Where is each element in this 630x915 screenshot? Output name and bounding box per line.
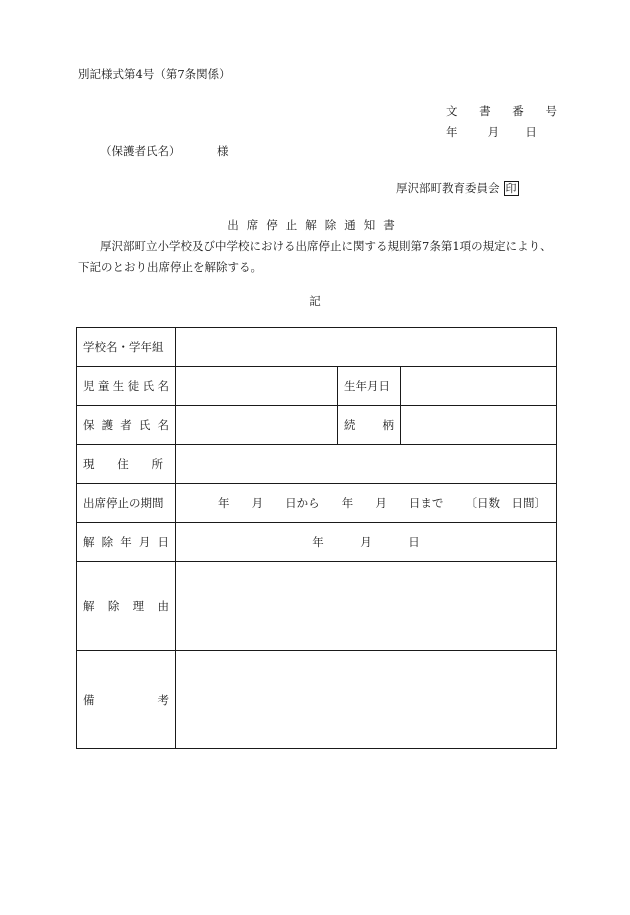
table-row xyxy=(77,367,557,406)
period-start-year: 年 xyxy=(218,496,230,510)
notice-title: 出席停止解除通知書 xyxy=(227,218,403,232)
table-row xyxy=(77,484,557,523)
student-name-label: 児童生徒氏名 xyxy=(77,367,176,406)
release-month: 月 xyxy=(360,535,372,549)
date-month-label: 月 xyxy=(487,125,500,139)
period-start-month: 月 xyxy=(251,496,264,510)
reason-label: 解除理由 xyxy=(77,562,176,651)
period-start-day: 日から xyxy=(285,496,320,510)
reason-value[interactable] xyxy=(176,562,557,651)
date-year-label: 年 xyxy=(446,125,458,139)
guardian-name-row-label: 保護者氏名 xyxy=(77,406,176,445)
period-days: 〔日数 日間〕 xyxy=(465,496,546,510)
birth-date-value[interactable] xyxy=(401,367,557,406)
period-end-day: 日まで xyxy=(408,496,444,510)
period-end-year: 年 xyxy=(341,496,354,510)
guardian-honorific: 様 xyxy=(217,144,229,158)
period-end-month: 月 xyxy=(375,496,387,510)
remarks-value[interactable] xyxy=(176,651,557,749)
table-row xyxy=(77,406,557,445)
release-date-template xyxy=(182,534,550,550)
guardian-name-value[interactable] xyxy=(176,406,338,445)
period-label: 出席停止の期間 xyxy=(77,484,176,523)
table-row xyxy=(77,445,557,484)
release-date-value[interactable] xyxy=(176,523,557,562)
issuer-line xyxy=(396,180,519,196)
birth-date-label: 生年月日 xyxy=(338,367,401,406)
table-row xyxy=(77,651,557,749)
table-row xyxy=(77,523,557,562)
student-name-value[interactable] xyxy=(176,367,338,406)
date-day-label: 日 xyxy=(525,125,537,139)
guardian-name-label: （保護者氏名） xyxy=(100,144,181,158)
school-grade-value[interactable] xyxy=(176,328,557,367)
release-date-label: 解除年月日 xyxy=(77,523,176,562)
address-label: 現住所 xyxy=(77,445,176,484)
notice-body-text: 厚沢部町立小学校及び中学校における出席停止に関する規則第7条第1項の規定により、下記のとおり出席停止を解除する。 xyxy=(78,239,552,274)
release-year: 年 xyxy=(312,535,324,549)
remarks-label: 備考 xyxy=(77,651,176,749)
form-number-title: 別記様式第4号（第7条関係） xyxy=(78,67,231,81)
relationship-value[interactable] xyxy=(401,406,557,445)
issuer-name: 厚沢部町教育委員会 xyxy=(396,181,500,195)
release-form-table xyxy=(76,327,557,749)
seal-mark: 印 xyxy=(505,182,517,195)
table-row xyxy=(77,562,557,651)
document-date-line xyxy=(446,124,537,140)
address-value[interactable] xyxy=(176,445,557,484)
period-value[interactable] xyxy=(176,484,557,523)
period-template xyxy=(182,495,550,511)
school-grade-label: 学校名・学年組 xyxy=(77,328,176,367)
ki-heading: 記 xyxy=(309,294,321,308)
document-number-label: 文 書 番 号 xyxy=(446,104,566,118)
relationship-label: 続柄 xyxy=(338,406,401,445)
table-row xyxy=(77,328,557,367)
release-day: 日 xyxy=(408,535,420,549)
